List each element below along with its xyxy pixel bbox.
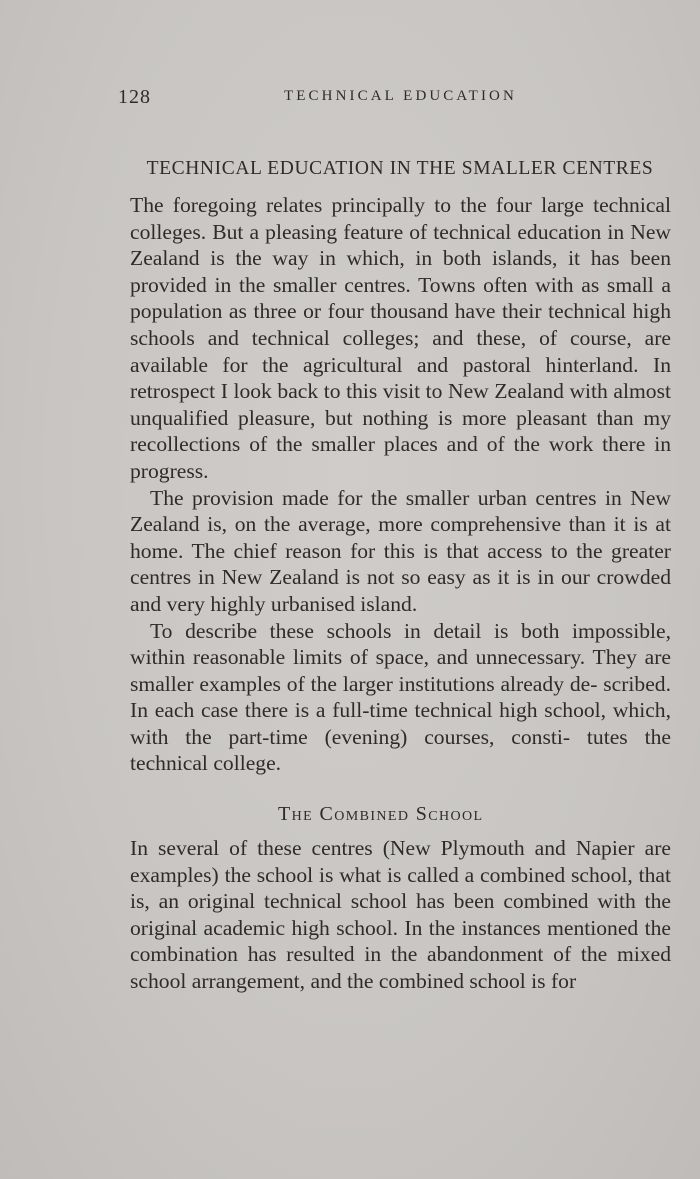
running-title: TECHNICAL EDUCATION (284, 88, 517, 104)
page-number: 128 (118, 86, 151, 108)
paragraph: To describe these schools in detail is both impossible, within reasonable limits of space, and unnecessary. They are smaller examples of the larger institutions already de- scribed. In each case there is a full-time technical high school, which, with the part-time (evening) courses, consti- tutes the technical college. (130, 618, 671, 776)
section-body (130, 192, 671, 777)
paragraph: The provision made for the smaller urban centres in New Zealand is, on the average, more comprehensive than it is at home. The chief reason for this is that access to the greater centres in New Zealand is not so easy as it is in our crowded and very highly urbanised island. (130, 485, 671, 616)
running-head (118, 86, 538, 110)
subsection-heading: The Combined School (278, 803, 484, 825)
paragraph: The foregoing relates principally to the four large technical colleges. But a pleasing feature of technical education in New Zealand is the way in which, in both islands, it has been provided in the smaller centres. Towns often with as small a population as three or four thousand have their technical high schools and technical colleges; and these, of course, are available for the agricultural and pastoral hinterland. In retrospect I look back to this visit to New Zealand with almost unqualified pleasure, but nothing is more pleasant than my recollections of the smaller places and of the work there in progress. (130, 193, 671, 483)
subsection-body (130, 835, 671, 995)
paragraph: In several of these centres (New Plymouth and Napier are examples) the school is what is called a combined school, that is, an original technical school has been combined with the original academic high school. In the instances mentioned the combination has resulted in the abandonment of the mixed school arrangement, and the combined school is for (130, 836, 671, 993)
section-heading: TECHNICAL EDUCATION IN THE SMALLER CENTRES (146, 158, 654, 179)
